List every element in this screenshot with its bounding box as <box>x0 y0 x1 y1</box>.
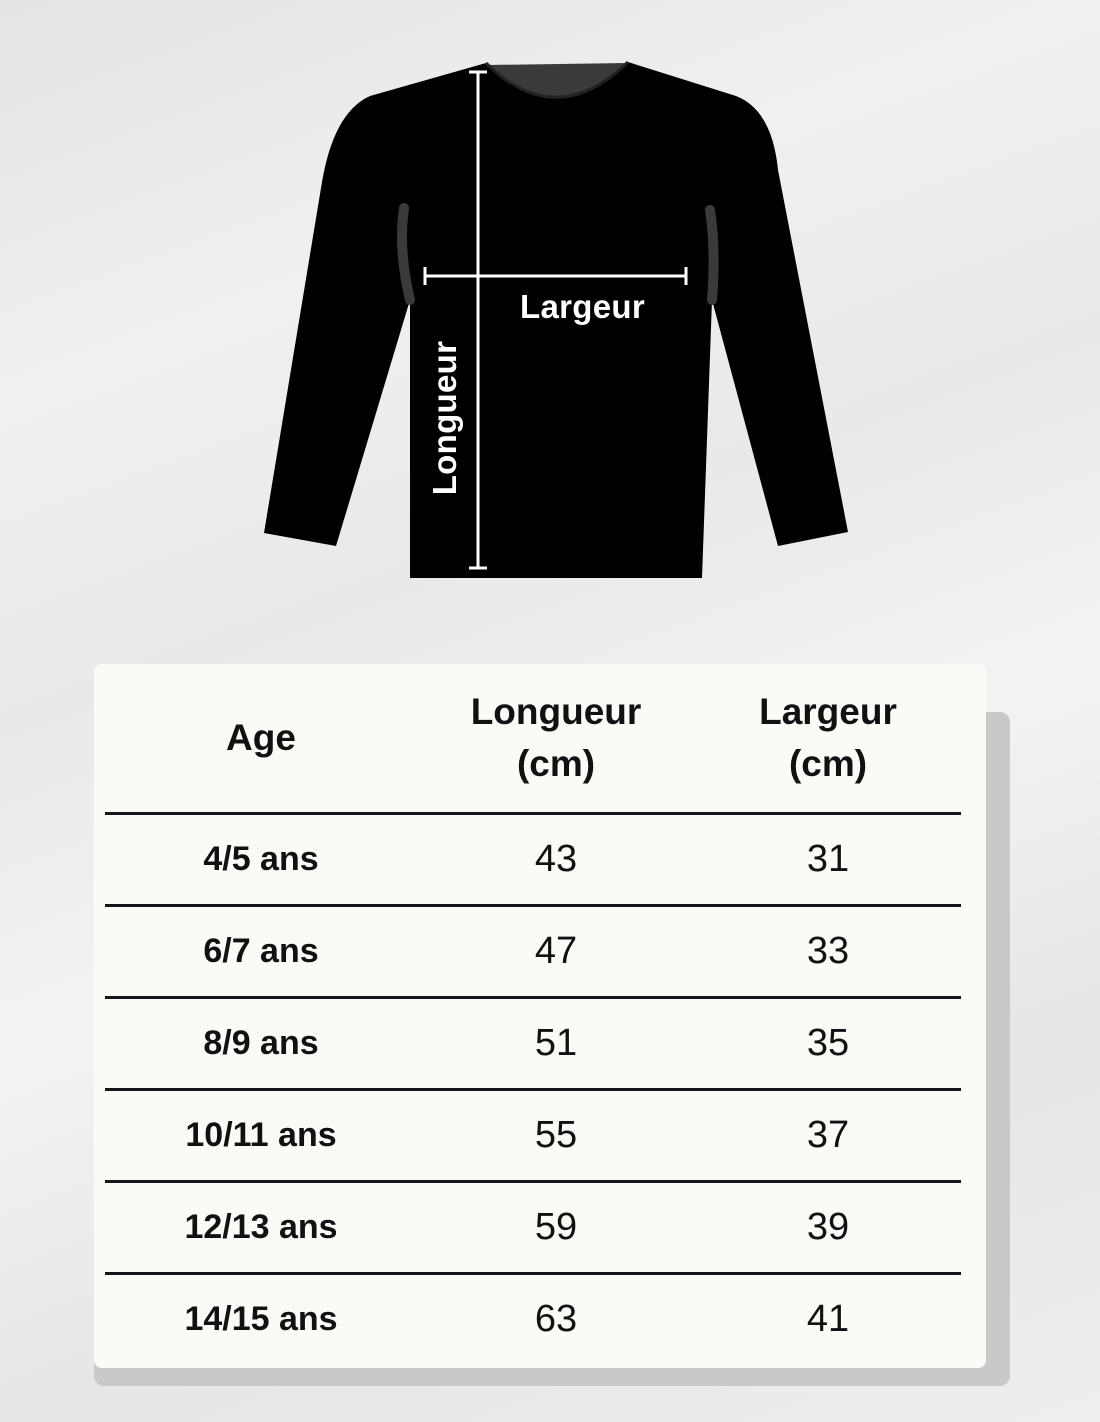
table-row <box>105 814 961 906</box>
table-row <box>105 1182 961 1274</box>
age-cell: 6/7 ans <box>105 906 417 998</box>
size-chart-card <box>94 664 986 1368</box>
width-cell: 33 <box>695 906 961 998</box>
width-cell: 39 <box>695 1182 961 1274</box>
length-cell: 43 <box>417 814 695 906</box>
age-cell: 10/11 ans <box>105 1090 417 1182</box>
table-header-row <box>105 664 961 814</box>
age-cell: 12/13 ans <box>105 1182 417 1274</box>
length-cell: 59 <box>417 1182 695 1274</box>
width-cell: 31 <box>695 814 961 906</box>
table-row <box>105 1274 961 1365</box>
header-width-title: Largeur <box>759 691 897 732</box>
width-cell: 35 <box>695 998 961 1090</box>
header-length <box>417 664 695 814</box>
length-cell: 51 <box>417 998 695 1090</box>
header-width-unit: (cm) <box>788 743 868 784</box>
header-length-title: Longueur <box>470 691 642 732</box>
length-label: Longueur <box>426 340 463 496</box>
table-row <box>105 998 961 1090</box>
width-cell: 41 <box>806 1298 850 1340</box>
table-row <box>105 906 961 998</box>
header-width <box>695 664 961 814</box>
length-cell: 55 <box>417 1090 695 1182</box>
age-cell: 4/5 ans <box>105 814 417 906</box>
header-age: Age <box>105 664 417 814</box>
size-table <box>105 664 961 1364</box>
length-cell: 47 <box>417 906 695 998</box>
age-cell: 14/15 ans <box>184 1300 338 1338</box>
width-label: Largeur <box>520 288 645 325</box>
length-cell: 63 <box>534 1298 578 1340</box>
width-cell: 37 <box>695 1090 961 1182</box>
header-length-unit: (cm) <box>516 743 596 784</box>
right-seam <box>710 210 714 300</box>
size-diagram <box>0 0 1100 620</box>
age-cell: 8/9 ans <box>105 998 417 1090</box>
table-row <box>105 1090 961 1182</box>
